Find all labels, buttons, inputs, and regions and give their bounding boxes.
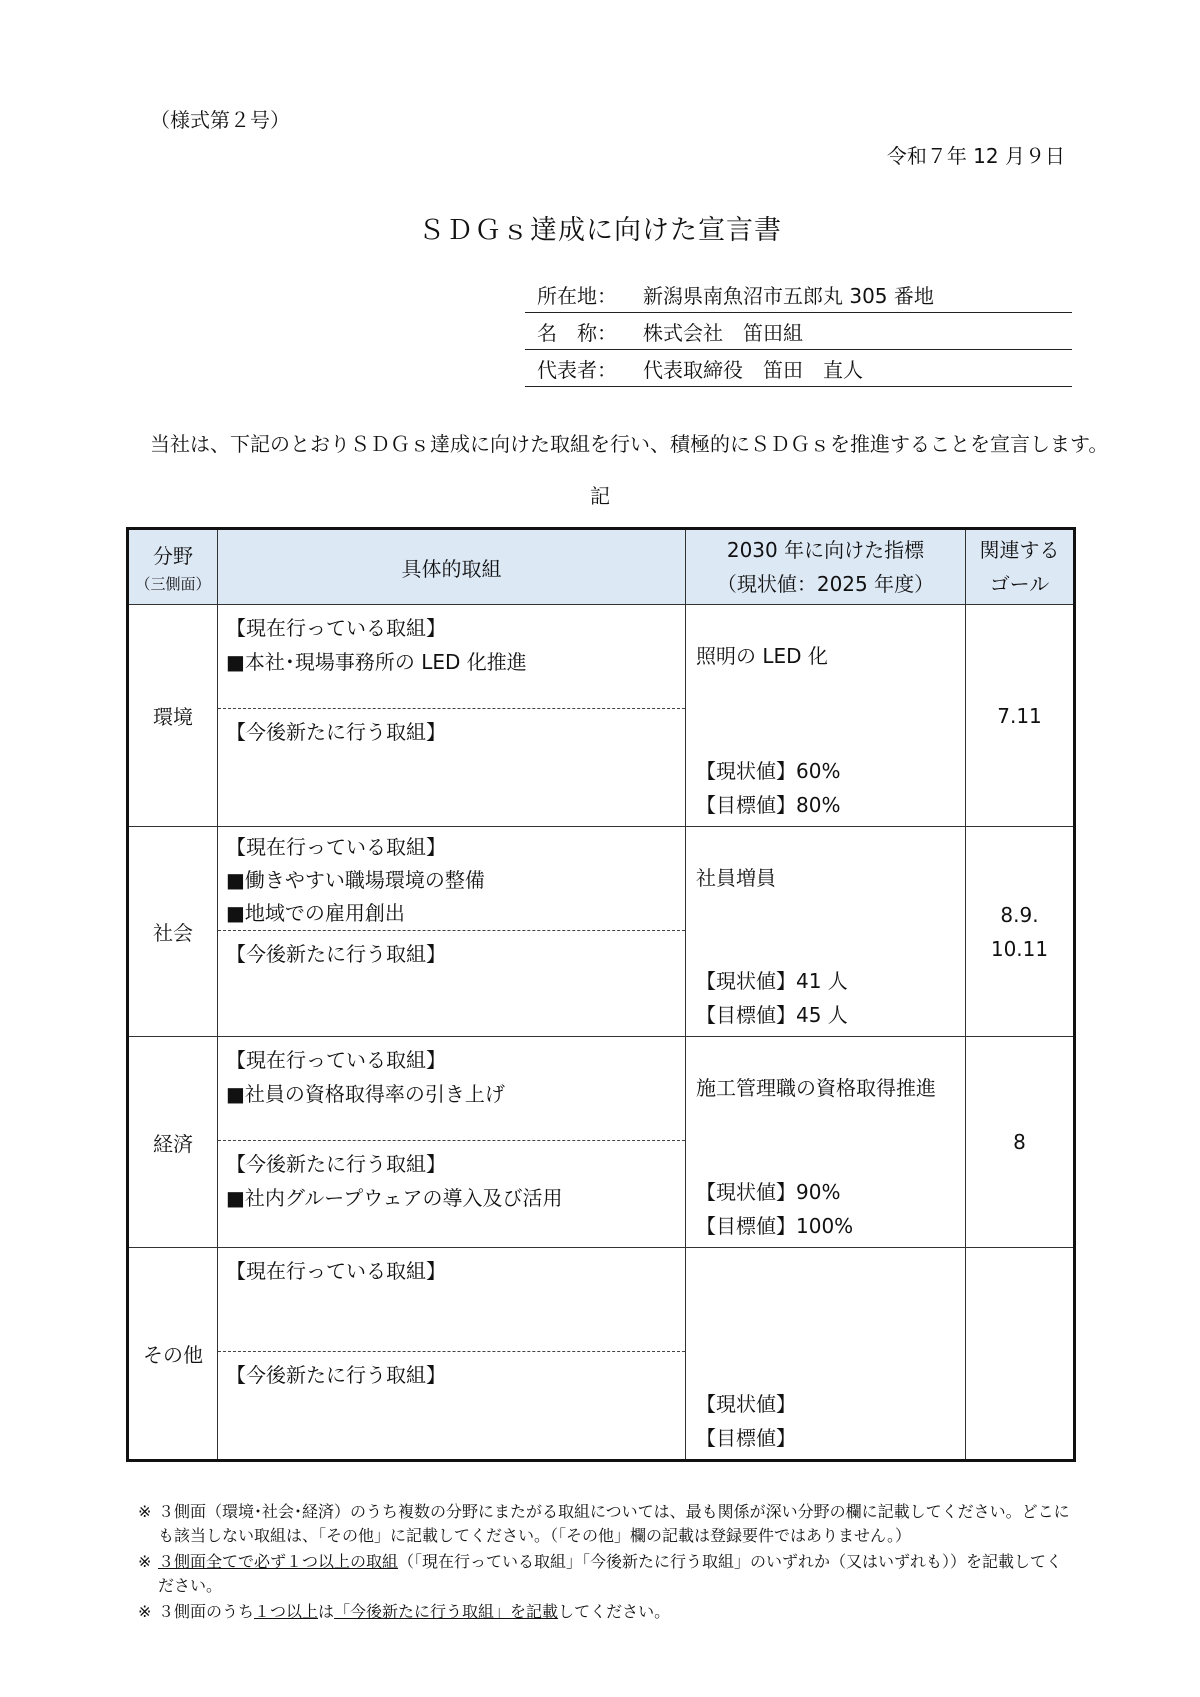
goal-cell	[966, 1037, 1075, 1248]
rep-value: 代表取締役 笛田 直人	[643, 357, 863, 382]
header-goal	[966, 529, 1075, 605]
note-3-text-a: ３側面のうち	[158, 1602, 255, 1621]
company-info	[525, 276, 1072, 387]
indicator-name: 社員増員	[696, 866, 776, 890]
actions-cell	[218, 605, 686, 827]
current-actions	[218, 1037, 685, 1141]
table-row	[128, 827, 1075, 1037]
future-label: 【今後新たに行う取組】	[226, 720, 446, 744]
form-number: （様式第２号）	[150, 108, 290, 132]
address-value: 新潟県南魚沼市五郎丸 305 番地	[643, 283, 934, 308]
note-3-text-b: は	[318, 1602, 335, 1621]
goal-value: 8.9.	[1000, 902, 1039, 927]
actions-cell	[218, 1248, 686, 1461]
current-label: 【現在行っている取組】	[226, 616, 446, 640]
future-label: 【今後新たに行う取組】	[226, 1152, 446, 1176]
company-address-row	[525, 276, 1072, 313]
row-field-environment: 環境	[128, 605, 218, 827]
action-item: ■本社･現場事務所の LED 化推進	[226, 650, 527, 674]
name-label: 名 称：	[537, 320, 617, 345]
ki-heading: 記	[590, 484, 610, 508]
table-header-row	[128, 529, 1075, 605]
header-actions: 具体的取組	[218, 529, 686, 605]
company-name-row	[525, 313, 1072, 350]
note-3	[138, 1600, 1073, 1624]
header-field-sub: （三側面）	[135, 575, 211, 593]
header-indicator-1: 2030 年に向けた指標	[726, 538, 925, 562]
action-item: ■働きやすい職場環境の整備	[226, 868, 485, 892]
actions-cell	[218, 827, 686, 1037]
current-actions	[218, 605, 685, 709]
note-2	[138, 1550, 1073, 1598]
current-value: 【現状値】60%	[696, 759, 841, 783]
action-item: ■社内グループウェアの導入及び活用	[226, 1186, 563, 1210]
note-1	[138, 1500, 1073, 1548]
row-field-society: 社会	[128, 827, 218, 1037]
note-2-text: （「現在行っている取組」「今後新たに行う取組」のいずれか（又はいずれも））を記載してください。	[158, 1552, 1063, 1595]
goal-cell	[966, 827, 1075, 1037]
actions-cell	[218, 1037, 686, 1248]
notes	[138, 1500, 1073, 1626]
future-label: 【今後新たに行う取組】	[226, 942, 446, 966]
table-row	[128, 1037, 1075, 1248]
address-label: 所在地：	[537, 283, 617, 308]
target-value: 【目標値】100%	[696, 1214, 854, 1238]
goal-value: 7.11	[997, 703, 1042, 728]
goal-value: 10.11	[990, 936, 1049, 961]
header-field	[128, 529, 218, 605]
current-value: 【現状値】90%	[696, 1180, 841, 1204]
rep-label: 代表者：	[537, 357, 617, 382]
note-1-text: ３側面（環境･社会･経済）のうち複数の分野にまたがる取組については、最も関係が深い分野の欄に記載してください。どこにも該当しない取組は、「その他」に記載してください。（「その他」欄の記載は登録要件ではありません。）	[158, 1502, 1070, 1545]
action-item: ■地域での雇用創出	[226, 901, 405, 925]
indicator-cell	[686, 827, 966, 1037]
indicator-name: 施工管理職の資格取得推進	[696, 1076, 936, 1100]
header-field-label: 分野	[153, 544, 193, 568]
future-label: 【今後新たに行う取組】	[226, 1363, 446, 1387]
document-title: ＳＤＧｓ達成に向けた宣言書	[418, 215, 782, 246]
indicator-cell	[686, 1248, 966, 1461]
note-2-underlined: ３側面全てで必ず１つ以上の取組	[158, 1552, 399, 1571]
note-mark: ※	[138, 1502, 152, 1521]
name-value: 株式会社 笛田組	[643, 320, 803, 345]
current-label: 【現在行っている取組】	[226, 1259, 446, 1283]
table-row	[128, 605, 1075, 827]
current-label: 【現在行っている取組】	[226, 835, 446, 859]
current-value: 【現状値】	[696, 1392, 796, 1416]
row-field-other: その他	[128, 1248, 218, 1461]
future-actions	[218, 1141, 685, 1219]
note-mark: ※	[138, 1552, 152, 1571]
goal-value: 8	[1013, 1130, 1026, 1154]
header-indicator-2: （現状値：2025 年度）	[716, 572, 935, 596]
future-actions	[218, 709, 685, 753]
sdgs-table	[126, 527, 1076, 1462]
header-goal-2: ゴール	[989, 572, 1050, 596]
future-actions	[218, 931, 685, 975]
declaration-text: 当社は、下記のとおりＳＤＧｓ達成に向けた取組を行い、積極的にＳＤＧｓを推進することを宣言します。	[150, 432, 1109, 456]
header-indicator	[686, 529, 966, 605]
indicator-cell	[686, 1037, 966, 1248]
note-3-underlined-1: １つ以上	[254, 1602, 319, 1621]
current-actions	[218, 1248, 685, 1352]
company-rep-row	[525, 350, 1072, 387]
indicator-cell	[686, 605, 966, 827]
target-value: 【目標値】	[696, 1426, 796, 1450]
target-value: 【目標値】45 人	[696, 1003, 848, 1027]
future-actions	[218, 1352, 685, 1396]
note-3-underlined-2: 「今後新たに行う取組」を記載	[334, 1602, 559, 1621]
header-goal-1: 関連する	[979, 538, 1060, 562]
document-date: 令和７年 12 月９日	[886, 144, 1065, 168]
goal-cell	[966, 605, 1075, 827]
current-label: 【現在行っている取組】	[226, 1048, 446, 1072]
current-value: 【現状値】41 人	[696, 969, 848, 993]
goal-cell	[966, 1248, 1075, 1461]
table-row	[128, 1248, 1075, 1461]
row-field-economy: 経済	[128, 1037, 218, 1248]
current-actions	[218, 827, 685, 931]
note-mark: ※	[138, 1602, 152, 1621]
target-value: 【目標値】80%	[696, 793, 841, 817]
indicator-name: 照明の LED 化	[696, 644, 828, 668]
note-3-text-c: してください。	[558, 1602, 671, 1621]
action-item: ■社員の資格取得率の引き上げ	[226, 1082, 505, 1106]
